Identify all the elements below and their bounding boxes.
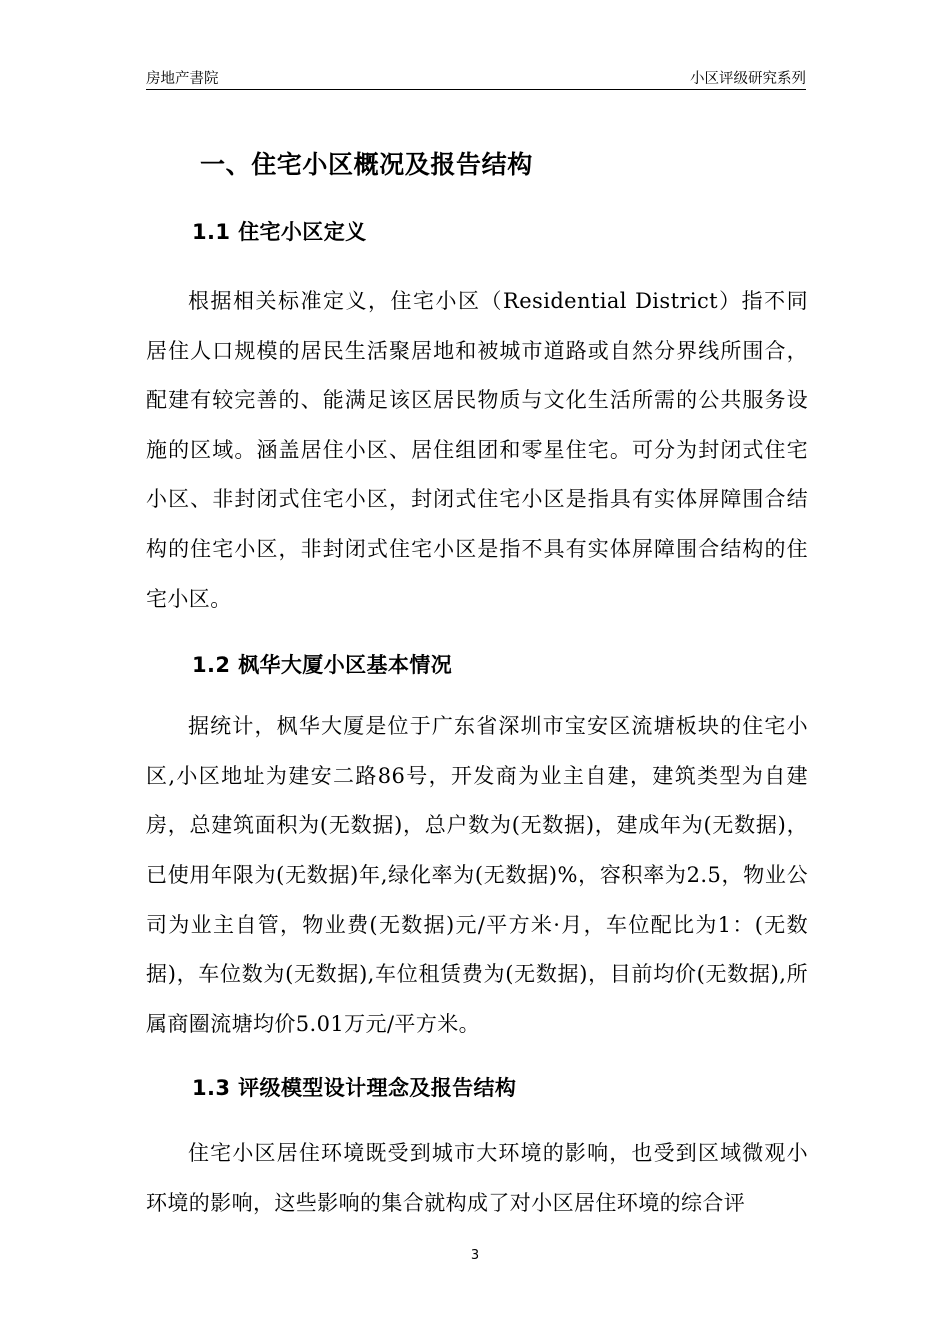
page-header	[146, 67, 806, 90]
section-paragraph-1-2: 据统计，枫华大厦是位于广东省深圳市宝安区流塘板块的住宅小区,小区地址为建安二路86号，开发商为业主自建，建筑类型为自建房，总建筑面积为(无数据)，总户数为(无数据)，建成年为(无数据)，已使用年限为(无数据)年,绿化率为(无数据)%，容积率为2.5，物业公司为业主自管，物业费(无数据)元/平方米·月，车位配比为1：(无数据)，车位数为(无数据),车位租赁费为(无数据)，目前均价(无数据),所属商圈流塘均价5.01万元/平方米。	[146, 714, 808, 1036]
header-publisher: 房地产書院	[146, 71, 219, 87]
section-heading-1-1: 1.1 住宅小区定义	[192, 220, 367, 244]
page-number: 3	[470, 1248, 480, 1263]
section-paragraph-1-1: 根据相关标准定义，住宅小区（Residential District）指不同居住人口规模的居民生活聚居地和被城市道路或自然分界线所围合，配建有较完善的、能满足该区居民物质与文化生活所需的公共服务设施的区域。涵盖居住小区、居住组团和零星住宅。可分为封闭式住宅小区、非封闭式住宅小区，封闭式住宅小区是指具有实体屏障围合结构的住宅小区，非封闭式住宅小区是指不具有实体屏障围合结构的住宅小区。	[146, 289, 808, 611]
chapter-title: 一、住宅小区概况及报告结构	[200, 150, 533, 179]
section-heading-1-2: 1.2 枫华大厦小区基本情况	[192, 653, 453, 678]
header-series-title: 小区评级研究系列	[690, 71, 806, 87]
section-heading-1-3: 1.3 评级模型设计理念及报告结构	[192, 1076, 517, 1101]
section-paragraph-1-3: 住宅小区居住环境既受到城市大环境的影响，也受到区域微观小环境的影响，这些影响的集合就构成了对小区居住环境的综合评	[146, 1141, 808, 1215]
document-body	[146, 140, 808, 1229]
